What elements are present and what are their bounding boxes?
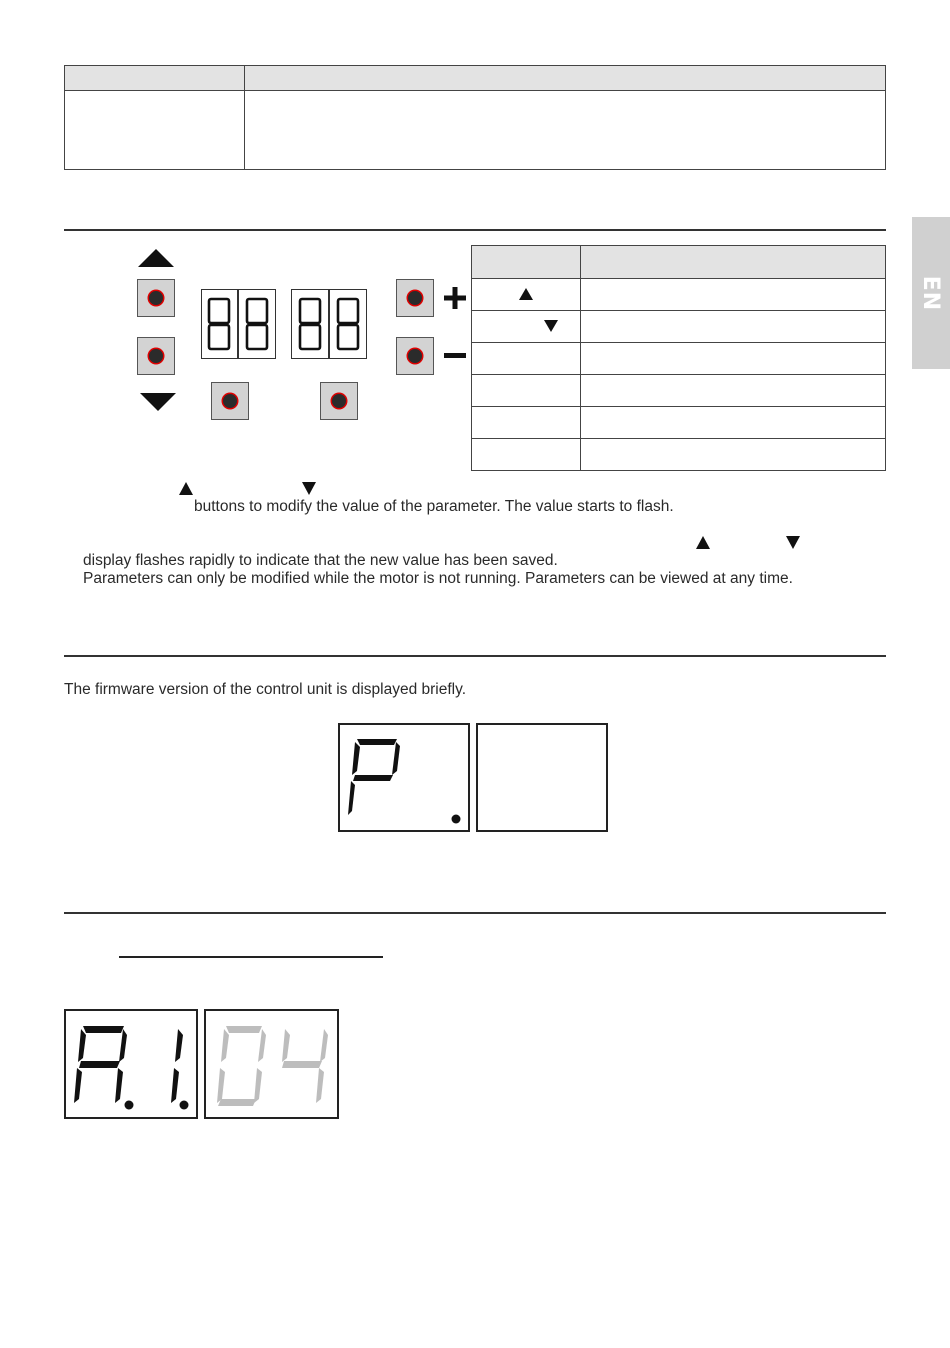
segment-p-icon [340,725,468,830]
triangle-down-icon [786,536,800,549]
top-table [64,65,886,170]
triangle-down-icon [139,392,177,412]
segment-a1-icon [66,1011,196,1117]
table-row [472,375,886,407]
led-icon [149,291,163,305]
digit-8-icon [247,299,267,349]
digit-8-icon [338,299,358,349]
table-cell [472,407,581,439]
top-table-cell-1 [65,91,245,170]
table-cell [581,343,886,375]
underline-heading [119,956,383,958]
up-button[interactable] [137,279,175,317]
top-table-header-cell-2 [245,66,886,91]
led-icon [408,291,422,305]
button-table-header-cell-2 [581,246,886,279]
table-row [472,279,886,311]
table-cell [581,311,886,343]
minus-button[interactable] [396,337,434,375]
button-table-header-cell-1 [472,246,581,279]
table-row [472,407,886,439]
language-tab-label: EN [918,275,944,311]
button-function-table [471,245,886,471]
top-table-header-cell-1 [65,66,245,91]
minus-icon [444,353,466,359]
button-table-header-row [472,246,886,279]
down-button[interactable] [137,337,175,375]
triangle-up-icon [137,248,175,268]
left-bottom-button[interactable] [211,382,249,420]
table-cell [472,343,581,375]
triangle-up-icon [519,288,533,300]
table-row [472,439,886,471]
table-row [472,311,886,343]
top-table-cell-2 [245,91,886,170]
top-table-row [65,91,886,170]
parameter-display-left [64,1009,198,1119]
triangle-down-icon [544,320,558,332]
right-bottom-button[interactable] [320,382,358,420]
parameter-display-right [204,1009,339,1119]
plus-button[interactable] [396,279,434,317]
table-cell [472,375,581,407]
table-cell [472,439,581,471]
firmware-display-right [476,723,608,832]
digit-8-icon [300,299,320,349]
table-cell [581,375,886,407]
instruction-line-2: display flashes rapidly to indicate that the new value has been saved. [83,552,558,569]
led-icon [332,394,346,408]
firmware-text: The firmware version of the control unit is displayed briefly. [64,681,467,698]
table-cell [581,279,886,311]
top-table-header-row [65,66,886,91]
table-cell [472,279,581,311]
triangle-up-icon [696,536,710,549]
triangle-down-icon [302,482,316,495]
table-cell [581,407,886,439]
instruction-line-3: Parameters can only be modified while the motor is not running. Parameters can be viewed at any time. [83,570,793,587]
segment-04-icon [206,1011,337,1117]
section-divider-2 [64,655,886,657]
seven-segment-readout [201,289,371,361]
led-icon [408,349,422,363]
plus-icon [444,287,466,309]
led-icon [223,394,237,408]
language-tab[interactable] [912,217,950,369]
digit-8-icon [209,299,229,349]
led-icon [149,349,163,363]
section-divider-3 [64,912,886,914]
table-row [472,343,886,375]
table-cell [472,311,581,343]
triangle-up-icon [179,482,193,495]
instruction-line-1: buttons to modify the value of the parameter. The value starts to flash. [194,498,674,515]
firmware-display-left [338,723,470,832]
table-cell [581,439,886,471]
section-divider-1 [64,229,886,231]
